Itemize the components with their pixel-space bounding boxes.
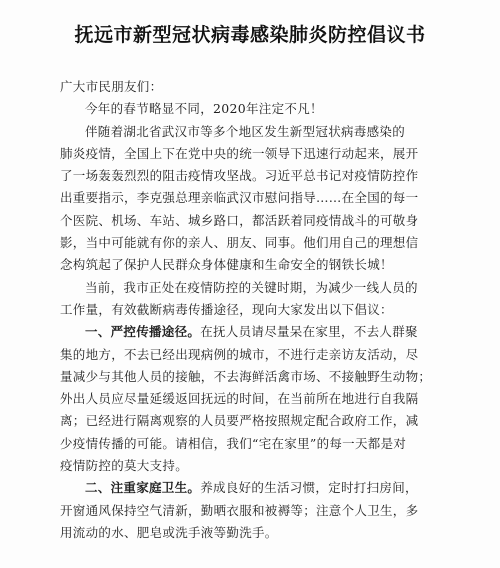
paragraph-line: 用流动的水、肥皂或洗手液等勤洗手。 [60, 524, 278, 540]
paragraph-line: 肺炎疫情，全国上下在党中央的统一领导下迅速行动起来，展开 [60, 145, 419, 161]
paragraph-line: 集的地方，不去已经出现病例的城市，不进行走亲访友活动，尽 [60, 346, 419, 362]
paragraph-line: 影，当中可能就有你的亲人、朋友、同事。他们用自己的理想信 [60, 235, 419, 251]
paragraph-line: 外出人员应尽量延缓返回抚远的时间，在当前所在地进行自我隔 [60, 391, 419, 407]
paragraph-first-line [60, 321, 444, 343]
paragraph-intro [60, 98, 444, 120]
paragraph-line: 念构筑起了保护人民群众身体健康和生命安全的钢铁长城！ [60, 257, 393, 273]
paragraph-call [60, 277, 444, 322]
paragraph-line: 疫情防控的莫大支持。 [60, 458, 189, 474]
paragraph-line: 工作量，有效截断病毒传播途径，现向大家发出以下倡议： [60, 301, 393, 317]
paragraph-line: 个医院、机场、车站、城乡路口，都活跃着同疫情战斗的可敬身 [60, 212, 419, 228]
paragraph-first-line [60, 477, 444, 499]
paragraph-line: 少疫情传播的可能。请相信，我们“宅在家里”的每一天都是对 [60, 435, 407, 451]
salutation: 广大市民朋友们： [60, 79, 163, 94]
paragraph-line: 当前，我市正处在疫情防控的关键时期，为减少一线人员的 [85, 279, 418, 295]
paragraph-line: 今年的春节略显不同，2020年注定不凡！ [85, 101, 323, 117]
document-title: 抚远市新型冠状病毒感染肺炎防控倡议书 [74, 24, 426, 46]
section-heading-transmission: 一、严控传播途径。 [85, 324, 201, 340]
paragraph-line: 了一场轰轰烈烈的阻击疫情攻坚战。习近平总书记对疫情防控作 [60, 168, 419, 184]
section-heading-hygiene: 二、注重家庭卫生。 [85, 480, 201, 496]
paragraph-line: 出重要指示，李克强总理亲临武汉市慰问指导……在全国的每一 [60, 190, 419, 206]
paragraph-line: 量减少与其他人员的接触，不去海鲜活禽市场、不接触野生动物； [60, 368, 432, 384]
paragraph-line: 在抚人员请尽量呆在家里，不去人群聚 [200, 324, 418, 340]
paragraph-line: 伴随着湖北省武汉市等多个地区发生新型冠状病毒感染的 [85, 123, 406, 139]
document-body [60, 76, 444, 544]
paragraph-line: 离；已经进行隔离观察的人员要严格按照规定配合政府工作，减 [60, 413, 419, 429]
paragraph-line: 开窗通风保持空气清新，勤晒衣服和被褥等；注意个人卫生，多 [60, 502, 419, 518]
paragraph-line: 养成良好的生活习惯，定时打扫房间， [200, 480, 418, 496]
paragraph-transmission [60, 321, 444, 477]
paragraph-background [60, 121, 444, 277]
paragraph-hygiene [60, 477, 444, 544]
